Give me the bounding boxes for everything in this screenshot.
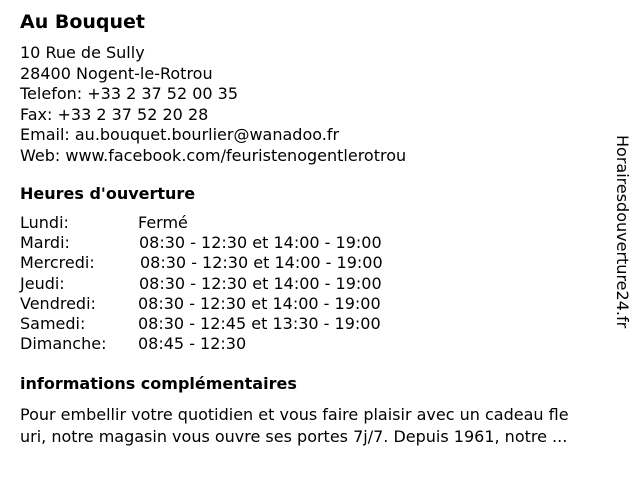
day-label: Jeudi: <box>20 273 65 293</box>
phone-number: Telefon: +33 2 37 52 00 35 <box>20 84 239 103</box>
day-label: Samedi: <box>20 313 86 333</box>
watermark-text: Horairesdouverture24.fr <box>613 135 632 329</box>
hours-value: 08:30 - 12:30 et 14:00 - 19:00 <box>139 273 382 293</box>
hours-value: 08:30 - 12:45 et 13:30 - 19:00 <box>138 313 381 333</box>
contact-info <box>20 43 406 166</box>
hours-value: 08:30 - 12:30 et 14:00 - 19:00 <box>138 293 381 313</box>
day-label: Lundi: <box>20 213 69 232</box>
day-label: Dimanche: <box>20 334 107 354</box>
business-name: Au Bouquet <box>20 11 146 33</box>
hours-value: 08:30 - 12:30 et 14:00 - 19:00 <box>140 253 383 273</box>
email-address: Email: au.bouquet.bourlier@wanadoo.fr <box>20 125 340 144</box>
additional-info-heading: informations complémentaires <box>20 374 297 393</box>
hours-value: 08:45 - 12:30 <box>138 334 247 354</box>
address-line-2: 28400 Nogent-le-Rotrou <box>20 63 213 83</box>
day-label: Mardi: <box>20 233 70 253</box>
fax-number: Fax: +33 2 37 52 20 28 <box>20 104 209 124</box>
hours-value: Fermé <box>138 213 188 232</box>
opening-hours-heading: Heures d'ouverture <box>20 184 196 203</box>
website-link: Web: www.facebook.com/feuristenogentlerotrou <box>20 145 407 165</box>
day-label: Mercredi: <box>20 253 95 273</box>
description-line-1: Pour embellir votre quotidien et vous faire plaisir avec un cadeau fle <box>20 405 569 424</box>
hours-value: 08:30 - 12:30 et 14:00 - 19:00 <box>139 233 382 253</box>
address-line-1: 10 Rue de Sully <box>20 43 145 62</box>
description-line-2: uri, notre magasin vous ouvre ses portes 7j/7. Depuis 1961, notre ... <box>20 426 568 446</box>
day-label: Vendredi: <box>20 293 96 313</box>
description-text <box>20 404 630 447</box>
